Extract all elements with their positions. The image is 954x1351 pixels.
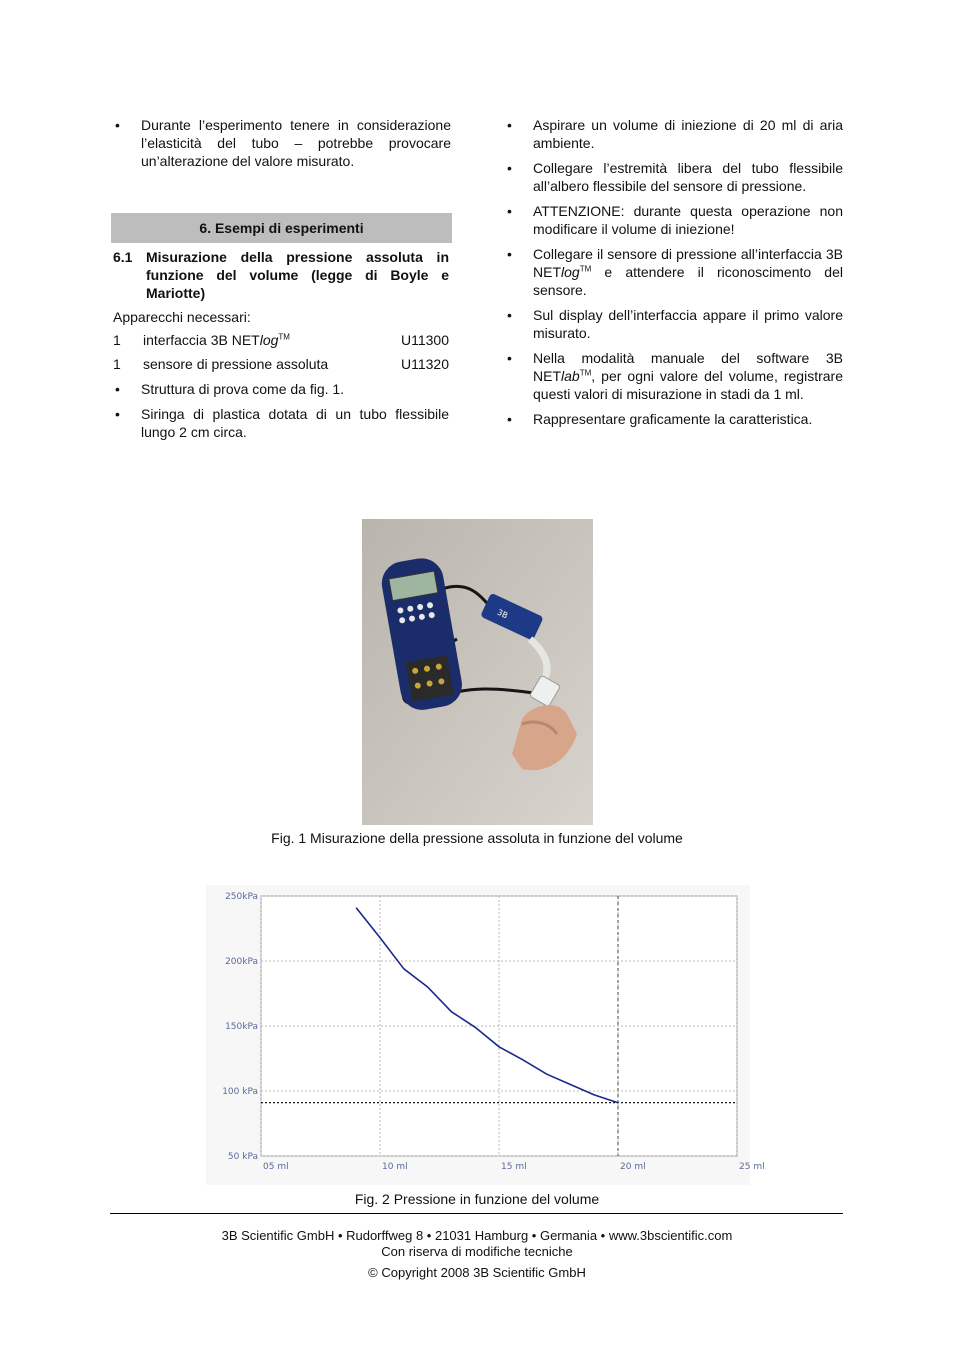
equipment-code: U11300 [400, 332, 449, 348]
y-tick-label: 200kPa [225, 957, 258, 967]
y-tick-label: 50 kPa [227, 1152, 258, 1162]
subsection-heading [113, 248, 449, 302]
x-tick-label: 25 ml [739, 1162, 765, 1172]
x-tick-label: 15 ml [501, 1162, 527, 1172]
equipment-qty: 1 [113, 332, 121, 348]
footer-address: 3B Scientific GmbH • Rudorffweg 8 • 21031 Hamburg • Germania • www.3bscientific.com [221, 1228, 733, 1243]
y-tick-label: 250kPa [225, 892, 258, 902]
list-item: • Aspirare un volume di iniezione di 20 ml di aria ambiente. [505, 116, 843, 152]
experiment-photo [362, 519, 593, 825]
subsection-title: Misurazione della pressione assoluta in funzione del volume (legge di Boyle e Mariotte) [146, 249, 449, 301]
equipment-row [113, 331, 449, 349]
equipment-row [113, 355, 449, 373]
subsection-number: 6.1 [113, 249, 133, 265]
x-tick-label: 10 ml [382, 1162, 408, 1172]
list-item: • Siringa di plastica dotata di un tubo flessibile lungo 2 cm circa. [113, 405, 449, 441]
list-item: • ATTENZIONE: durante questa operazione non modificare il volume di iniezione! [505, 202, 843, 238]
list-item: • Collegare l’estremità libera del tubo flessibile all’albero flessibile del sensore di pressione. [505, 159, 843, 195]
svg-text:3B: 3B [495, 607, 510, 621]
footer-notice: Con riserva di modifiche tecniche [381, 1244, 573, 1259]
list-item: • Collegare il sensore di pressione all’interfaccia 3B NETlog™ e attendere il riconoscimento del sensore. [505, 245, 843, 299]
figure-1-caption: Fig. 1 Misurazione della pressione assoluta in funzione del volume [271, 830, 683, 846]
list-item: • Nella modalità manuale del software 3B NETlab™, per ogni valore del volume, registrare questi valori di misurazione in stadi da 1 ml. [505, 349, 843, 403]
section-header: 6. Esempi di esperimenti [111, 213, 452, 243]
x-tick-label: 20 ml [620, 1162, 646, 1172]
equipment-qty: 1 [113, 356, 121, 372]
setup-bullet-list [113, 380, 449, 448]
list-item: • Struttura di prova come da fig. 1. [113, 380, 449, 398]
equipment-name: sensore di pressione assoluta [143, 356, 329, 372]
y-tick-label: 100 kPa [222, 1087, 258, 1097]
figure-2-caption: Fig. 2 Pressione in funzione del volume [354, 1191, 600, 1207]
x-tick-label: 05 ml [263, 1162, 289, 1172]
footer-copyright: © Copyright 2008 3B Scientific GmbH [368, 1265, 586, 1280]
experiment-photo-drawing [362, 519, 593, 825]
intro-bullet-list [113, 116, 451, 177]
equipment-label: Apparecchi necessari: [113, 309, 251, 325]
equipment-name: interfaccia 3B NETlog™ [143, 332, 290, 348]
procedure-bullet-list [505, 116, 843, 435]
equipment-code: U11320 [400, 356, 449, 372]
pressure-volume-chart [206, 885, 765, 1185]
list-item: • Rappresentare graficamente la caratteristica. [505, 410, 843, 428]
footer-divider [110, 1213, 843, 1214]
y-tick-label: 150kPa [225, 1022, 258, 1032]
list-item: • Sul display dell’interfaccia appare il primo valore misurato. [505, 306, 843, 342]
list-item: • Durante l’esperimento tenere in considerazione l’elasticità del tubo – potrebbe provocare un’alterazione del valore misurato. [113, 116, 451, 170]
